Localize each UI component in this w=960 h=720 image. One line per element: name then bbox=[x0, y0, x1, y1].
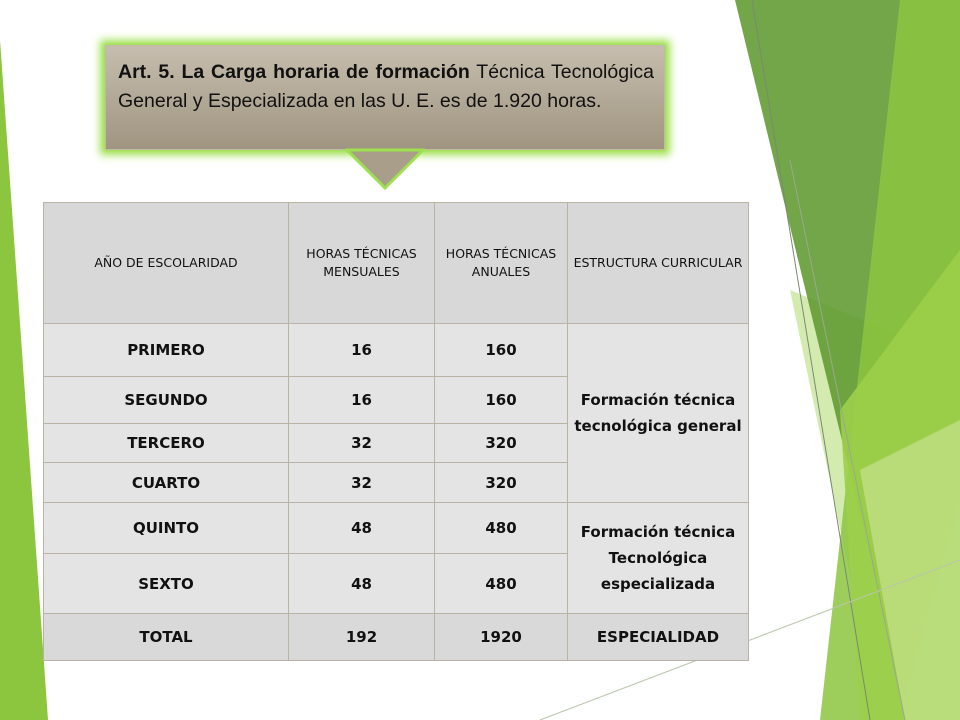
monthly-cell: 32 bbox=[289, 424, 435, 463]
total-monthly-cell: 192 bbox=[289, 614, 435, 661]
monthly-cell: 48 bbox=[289, 503, 435, 554]
structure-general-cell: Formación técnica tecnológica general bbox=[568, 324, 749, 503]
table-row bbox=[44, 503, 749, 554]
year-cell: SEXTO bbox=[44, 554, 289, 614]
table-header-row bbox=[44, 203, 749, 324]
total-row bbox=[44, 614, 749, 661]
callout-body-text: Técnica Tecnológica General y Especializada en las U. E. es de 1.920 horas. bbox=[118, 61, 654, 112]
monthly-cell: 16 bbox=[289, 377, 435, 424]
header-monthly-hours: HORAS TÉCNICAS MENSUALES bbox=[289, 203, 435, 324]
year-cell: QUINTO bbox=[44, 503, 289, 554]
left-green-wedge bbox=[0, 40, 48, 720]
year-cell: TERCERO bbox=[44, 424, 289, 463]
year-cell: PRIMERO bbox=[44, 324, 289, 377]
header-curricular-structure: ESTRUCTURA CURRICULAR bbox=[568, 203, 749, 324]
monthly-cell: 16 bbox=[289, 324, 435, 377]
monthly-cell: 48 bbox=[289, 554, 435, 614]
monthly-cell: 32 bbox=[289, 463, 435, 503]
annual-cell: 320 bbox=[435, 424, 568, 463]
annual-cell: 480 bbox=[435, 554, 568, 614]
annual-cell: 320 bbox=[435, 463, 568, 503]
hours-table bbox=[43, 202, 749, 661]
annual-cell: 160 bbox=[435, 324, 568, 377]
year-cell: CUARTO bbox=[44, 463, 289, 503]
annual-cell: 480 bbox=[435, 503, 568, 554]
header-annual-hours: HORAS TÉCNICAS ANUALES bbox=[435, 203, 568, 324]
callout-lead-text: Art. 5. La Carga horaria de formación bbox=[118, 61, 470, 83]
total-label-cell: TOTAL bbox=[44, 614, 289, 661]
year-cell: SEGUNDO bbox=[44, 377, 289, 424]
total-annual-cell: 1920 bbox=[435, 614, 568, 661]
callout-pointer bbox=[345, 148, 425, 190]
structure-specialized-cell: Formación técnica Tecnológica especializada bbox=[568, 503, 749, 614]
table-row bbox=[44, 324, 749, 377]
total-structure-cell: ESPECIALIDAD bbox=[568, 614, 749, 661]
article-callout bbox=[105, 45, 665, 150]
annual-cell: 160 bbox=[435, 377, 568, 424]
header-year: AÑO DE ESCOLARIDAD bbox=[44, 203, 289, 324]
